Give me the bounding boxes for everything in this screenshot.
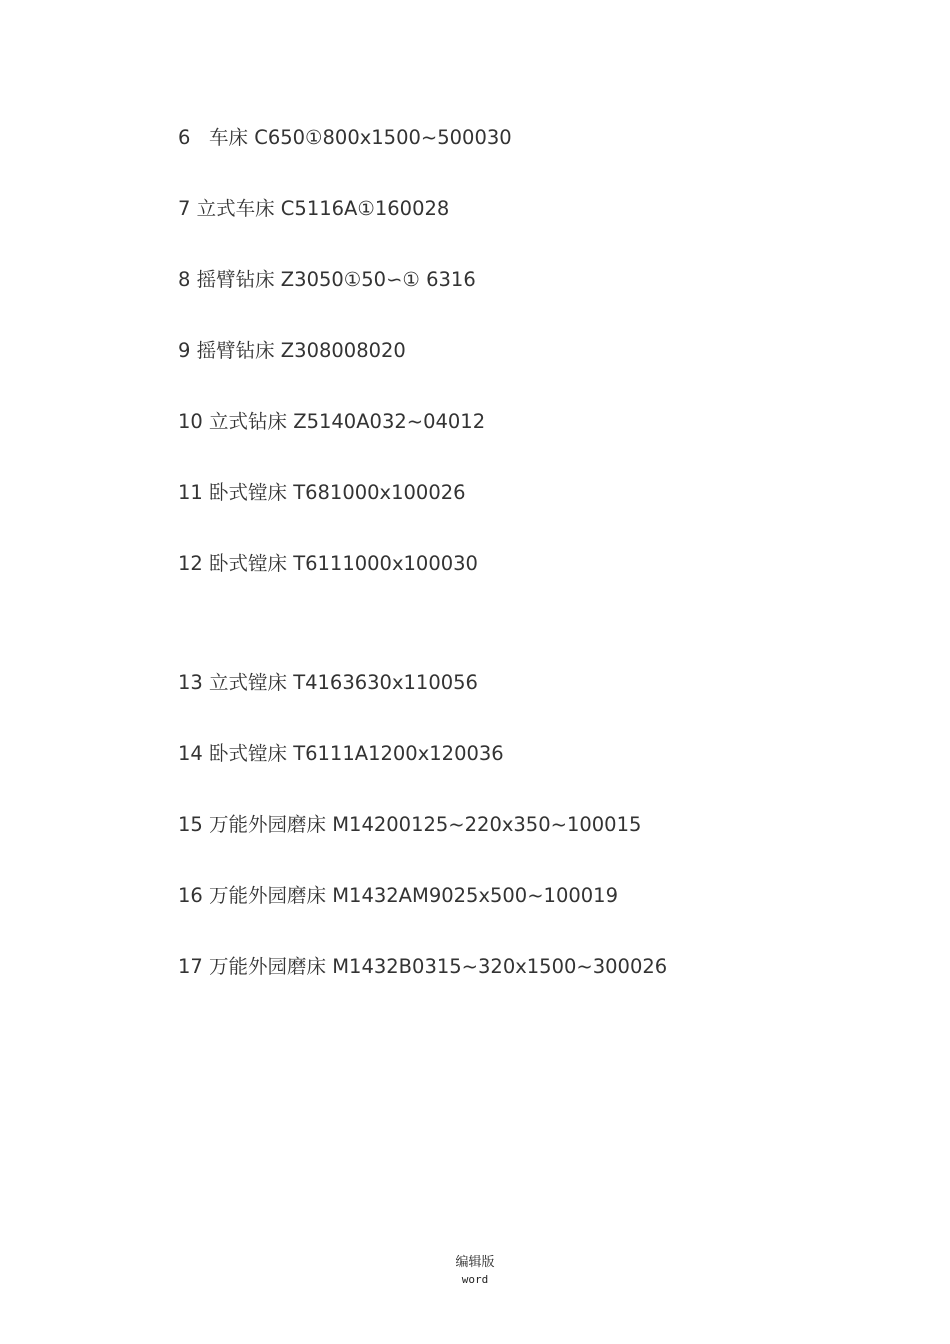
list-item: 6 车床 C650①800x1500~500030 — [178, 126, 512, 149]
list-item: 14 卧式镗床 T6111A1200x120036 — [178, 742, 504, 765]
list-item: 10 立式钻床 Z5140A032~04012 — [178, 410, 486, 433]
list-item: 8 摇臂钻床 Z3050①50∽① 6316 — [178, 268, 476, 291]
footer-title: 编辑版 — [455, 1255, 495, 1270]
list-item: 13 立式镗床 T4163630x110056 — [178, 671, 478, 694]
footer-subtitle: word — [461, 1273, 489, 1286]
list-item: 17 万能外园磨床 M1432B0315~320x1500~300026 — [178, 955, 668, 978]
list-item: 16 万能外园磨床 M1432AM9025x500~100019 — [178, 884, 618, 907]
list-item: 7 立式车床 C5116A①160028 — [178, 197, 450, 220]
list-item: 12 卧式镗床 T6111000x100030 — [178, 552, 478, 575]
list-item: 11 卧式镗床 T681000x100026 — [178, 481, 466, 504]
list-item: 15 万能外园磨床 M14200125~220x350~100015 — [178, 813, 642, 836]
list-item: 9 摇臂钻床 Z308008020 — [178, 339, 406, 362]
